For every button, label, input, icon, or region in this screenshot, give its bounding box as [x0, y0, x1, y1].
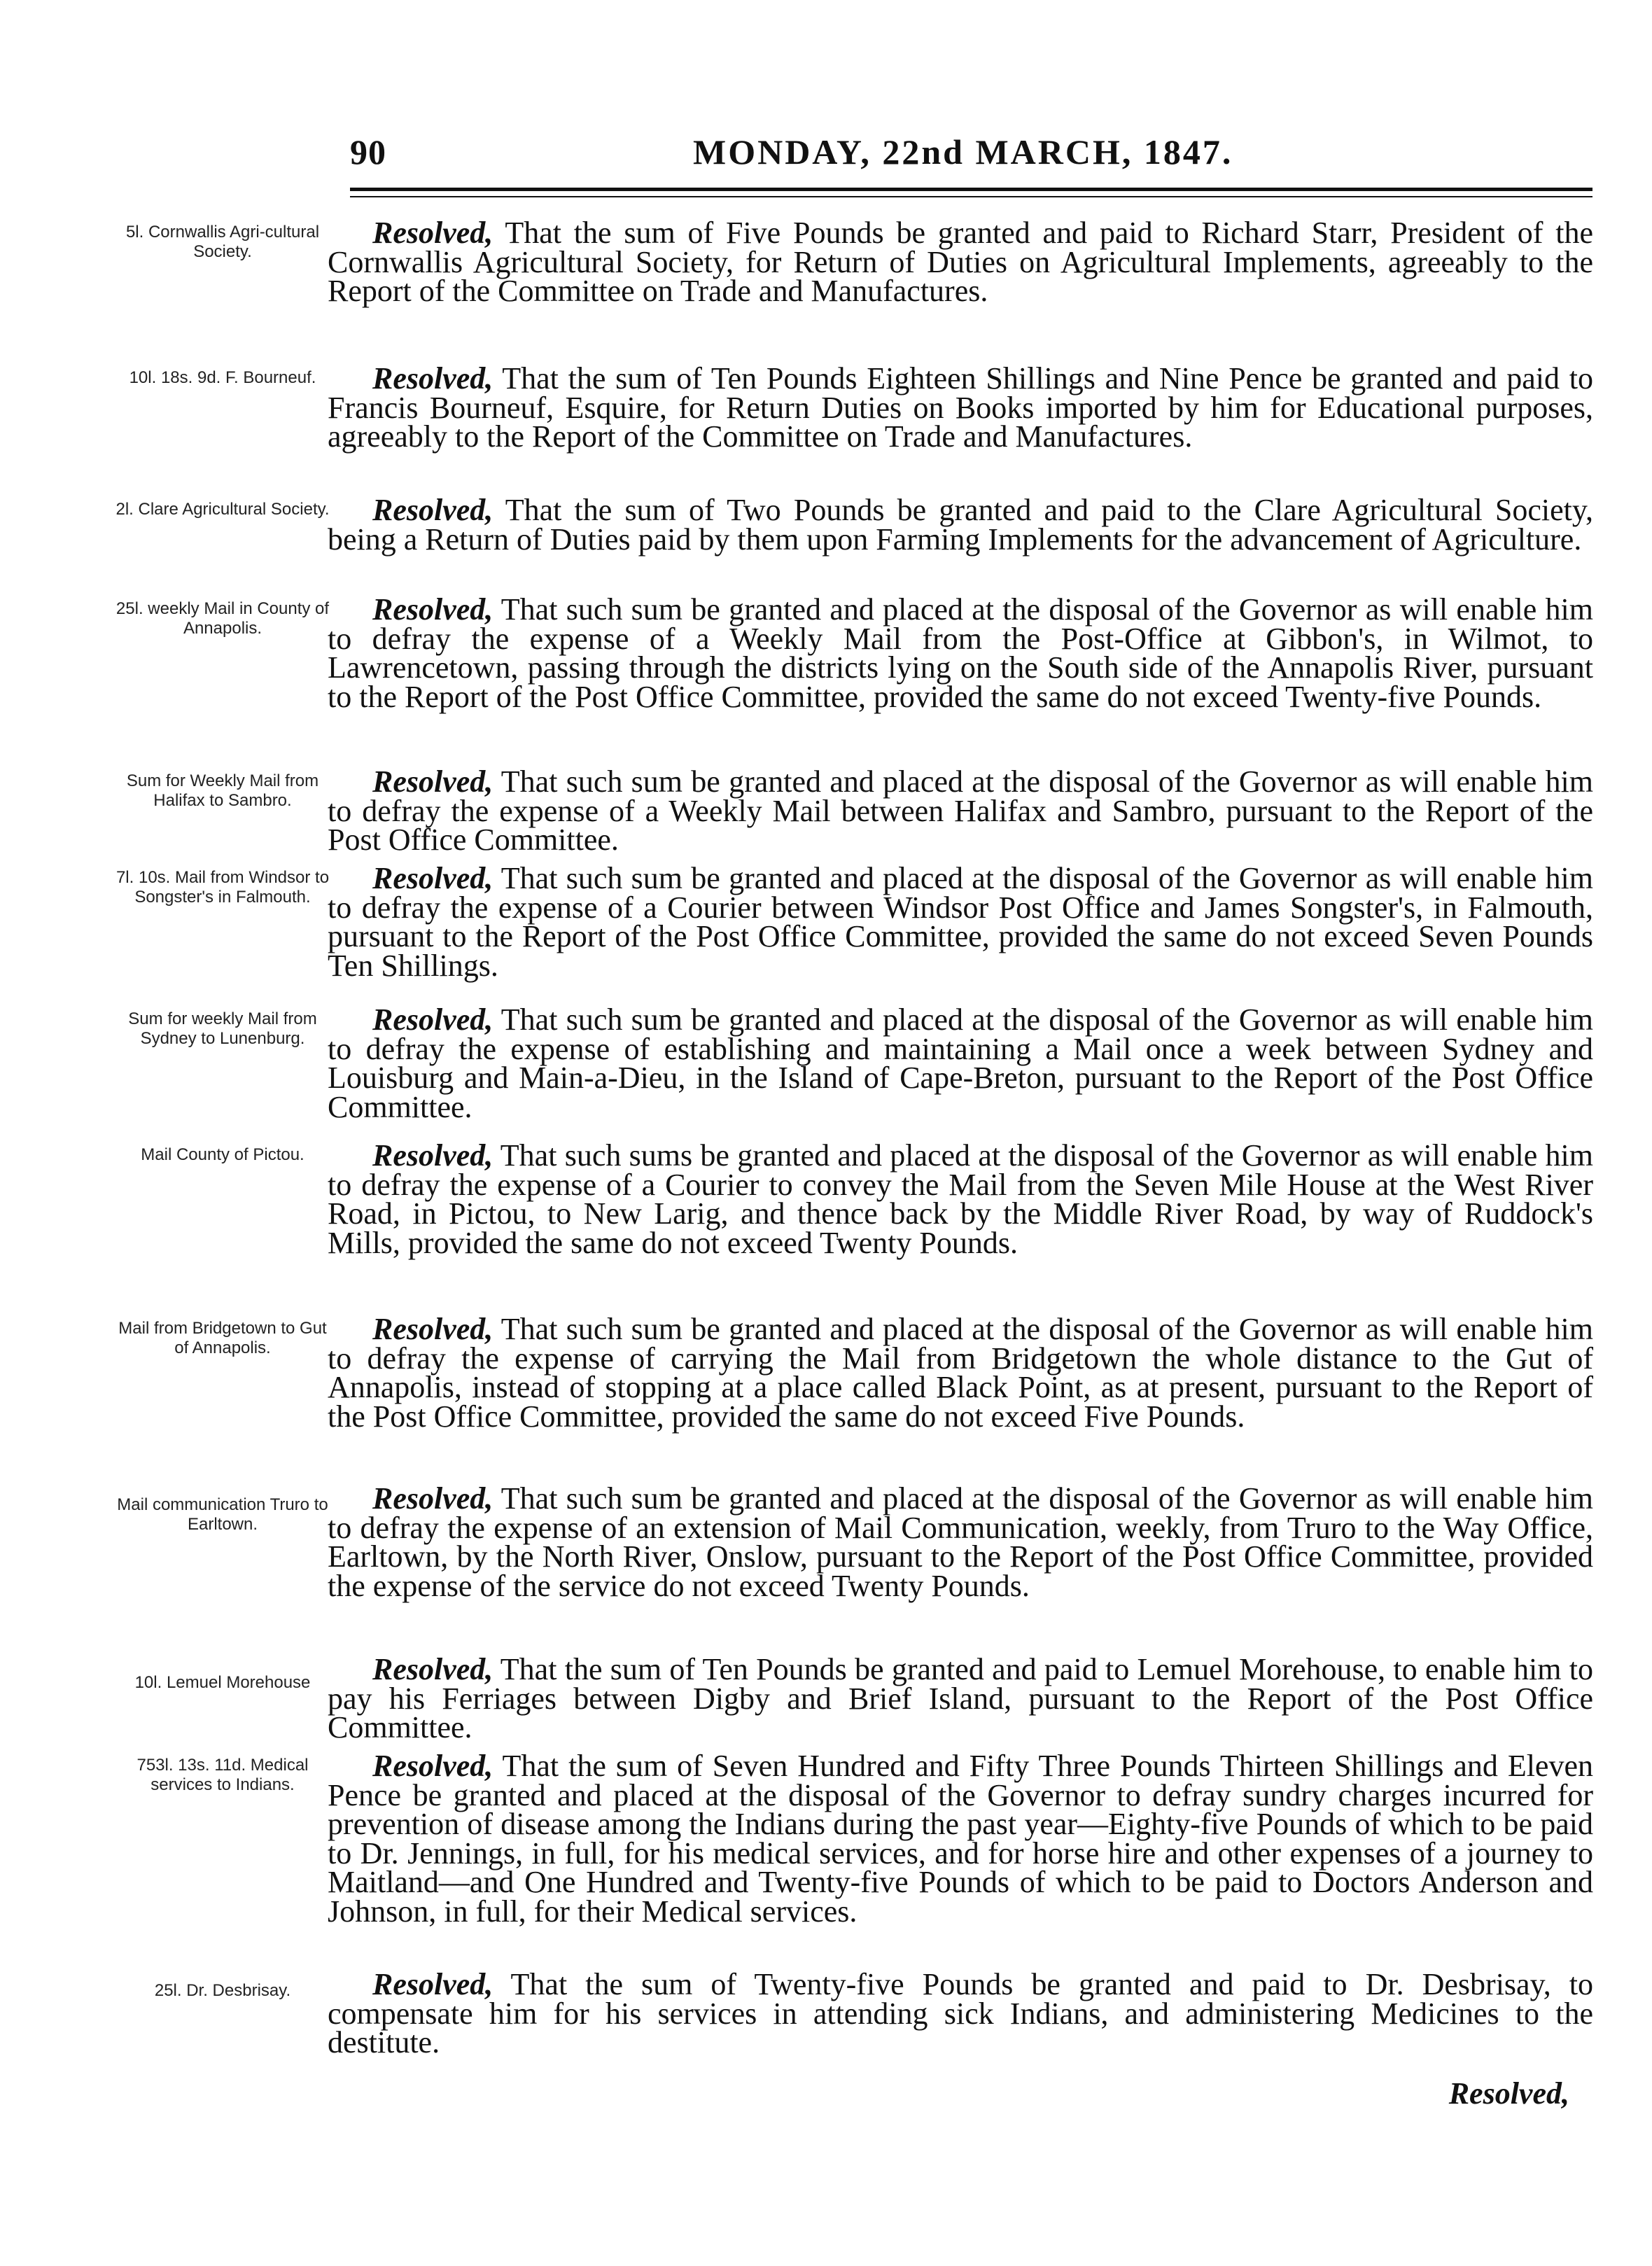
resolved-label: Resolved,	[372, 1138, 493, 1173]
margin-note: Sum for Weekly Mail from Halifax to Sambro.	[126, 771, 319, 810]
page-title: MONDAY, 22nd MARCH, 1847.	[693, 132, 1233, 172]
header-rule	[350, 188, 1592, 191]
resolution-body: That such sums be granted and placed at the disposal of the Governor as will enable him to defray the expense of a Courier to convey the Mail from the Seven Mile House at the West River Road, in Pictou, to New Larig, and thence back by the Middle River Road, by way of Ruddock's Mills, provided the same do not exceed Twenty Pounds.	[328, 1138, 1593, 1260]
page-number: 90	[350, 132, 386, 172]
margin-note: Sum for weekly Mail from Sydney to Lunenburg.	[128, 1009, 317, 1048]
header-rule-thin	[350, 196, 1592, 197]
resolved-label: Resolved,	[372, 764, 493, 799]
resolved-label: Resolved,	[372, 493, 493, 527]
resolution-text	[328, 361, 1593, 454]
resolution-body: That the sum of Ten Pounds be granted and paid to Lemuel Morehouse, to enable him to pay his Ferriages between Digby and Brief Island, pursuant to the Report of the Post Office Committee.	[328, 1652, 1593, 1744]
resolution-text	[328, 218, 1593, 306]
resolution-text	[328, 1312, 1593, 1434]
resolution-text	[328, 1481, 1593, 1603]
resolution-text	[328, 1002, 1593, 1124]
margin-note: 10l. Lemuel Morehouse	[134, 1673, 311, 1692]
margin-note: 5l. Cornwallis Agri-cultural Society.	[125, 223, 320, 261]
resolved-label: Resolved,	[372, 1481, 493, 1516]
resolution-body: That such sum be granted and placed at the disposal of the Governor as will enable him to defray the expense of an extension of Mail Communication, weekly, from Truro to the Way Office, Earltown, by the North River, Onslow, pursuant to the Report of the Post Office Committee, provided the expense of the service do not exceed Twenty Pounds.	[328, 1481, 1593, 1603]
resolved-label: Resolved,	[372, 861, 493, 895]
resolved-label: Resolved,	[372, 592, 493, 627]
resolution-body: That such sum be granted and placed at the disposal of the Governor as will enable him to defray the expense of a Weekly Mail between Halifax and Sambro, pursuant to the Report of the Post Office Committee.	[328, 764, 1593, 857]
resolution-text	[328, 861, 1593, 983]
margin-note: 7l. 10s. Mail from Windsor to Songster's in Falmouth.	[115, 868, 330, 907]
margin-note: 25l. Dr. Desbrisay.	[154, 1981, 291, 2000]
resolution-text	[328, 1652, 1593, 1744]
margin-note: 753l. 13s. 11d. Medical services to Indians.	[136, 1756, 309, 1794]
catchword: Resolved,	[1448, 2076, 1569, 2111]
margin-note: Mail from Bridgetown to Gut of Annapolis.	[118, 1319, 327, 1357]
resolution-text	[328, 1967, 1593, 2059]
resolution-text	[328, 764, 1593, 857]
resolved-label: Resolved,	[372, 1312, 493, 1346]
resolution-body: That the sum of Twenty-five Pounds be granted and paid to Dr. Desbrisay, to compensate him for his services in attending sick Indians, and administering Medicines to the destitute.	[328, 1967, 1593, 2059]
resolution-text	[328, 592, 1593, 714]
resolution-body: That such sum be granted and placed at the disposal of the Governor as will enable him to defray the expense of a Weekly Mail from the Post-Office at Gibbon's, in Wilmot, to Lawrencetown, passing through the districts lying on the South side of the Annapolis River, pursuant to the Report of the Post Office Committee, provided the same do not exceed Twenty-five Pounds.	[328, 592, 1593, 714]
resolution-body: That the sum of Two Pounds be granted and paid to the Clare Agricultural Society, being a Return of Duties paid by them upon Farming Implements for the advancement of Agriculture.	[328, 493, 1593, 557]
margin-note: 2l. Clare Agricultural Society.	[115, 500, 330, 519]
margin-note: Mail communication Truro to Earltown.	[117, 1495, 328, 1534]
resolution-text	[328, 1749, 1593, 1929]
margin-note: 25l. weekly Mail in County of Annapolis.	[115, 599, 330, 638]
resolution-body: That the sum of Ten Pounds Eighteen Shillings and Nine Pence be granted and paid to Francis Bourneuf, Esquire, for Return Duties on Books imported by him for Educational purposes, agreeably to the Report of the Committee on Trade and Manufactures.	[328, 361, 1593, 454]
page-header	[350, 132, 1596, 181]
resolved-label: Resolved,	[372, 1002, 493, 1037]
resolution-body: That such sum be granted and placed at the disposal of the Governor as will enable him to defray the expense of a Courier between Windsor Post Office and James Songster's, in Falmouth, pursuant to the Report of the Post Office Committee, provided the same do not exceed Seven Pounds Ten Shillings.	[328, 861, 1593, 983]
resolution-body: That the sum of Seven Hundred and Fifty Three Pounds Thirteen Shillings and Eleven Pence be granted and placed at the disposal of the Governor to defray sundry charges incurred for prevention of disease among the Indians during the past year—Eighty-five Pounds of which to be paid to Dr. Jennings, in full, for his medical services, and for horse hire and other expenses of a journey to Maitland—and One Hundred and Twenty-five Pounds of which to be paid to Doctors Anderson and Johnson, in full, for their Medical services.	[328, 1749, 1593, 1929]
margin-note: Mail County of Pictou.	[141, 1145, 304, 1164]
resolution-body: That the sum of Five Pounds be granted and paid to Richard Starr, President of the Cornwallis Agricultural Society, for Return of Duties on Agricultural Implements, agreeably to the Report of the Committee on Trade and Manufactures.	[328, 216, 1593, 308]
resolved-label: Resolved,	[372, 1652, 493, 1686]
resolution-text	[328, 1138, 1593, 1260]
margin-note: 10l. 18s. 9d. F. Bourneuf.	[129, 368, 316, 387]
resolved-label: Resolved,	[372, 361, 493, 396]
resolved-label: Resolved,	[372, 216, 493, 250]
resolution-body: That such sum be granted and placed at the disposal of the Governor as will enable him to defray the expense of establishing and maintaining a Mail once a week between Sydney and Louisburg and Main-a-Dieu, in the Island of Cape-Breton, pursuant to the Report of the Post Office Committee.	[328, 1002, 1593, 1124]
resolved-label: Resolved,	[372, 1967, 493, 2001]
resolved-label: Resolved,	[372, 1749, 493, 1783]
resolution-text	[328, 493, 1593, 557]
resolution-body: That such sum be granted and placed at the disposal of the Governor as will enable him to defray the expense of carrying the Mail from Bridgetown the whole distance to the Gut of Annapolis, instead of stopping at a place called Black Point, as at present, pursuant to the Report of the Post Office Committee, provided the same do not exceed Five Pounds.	[328, 1312, 1593, 1434]
